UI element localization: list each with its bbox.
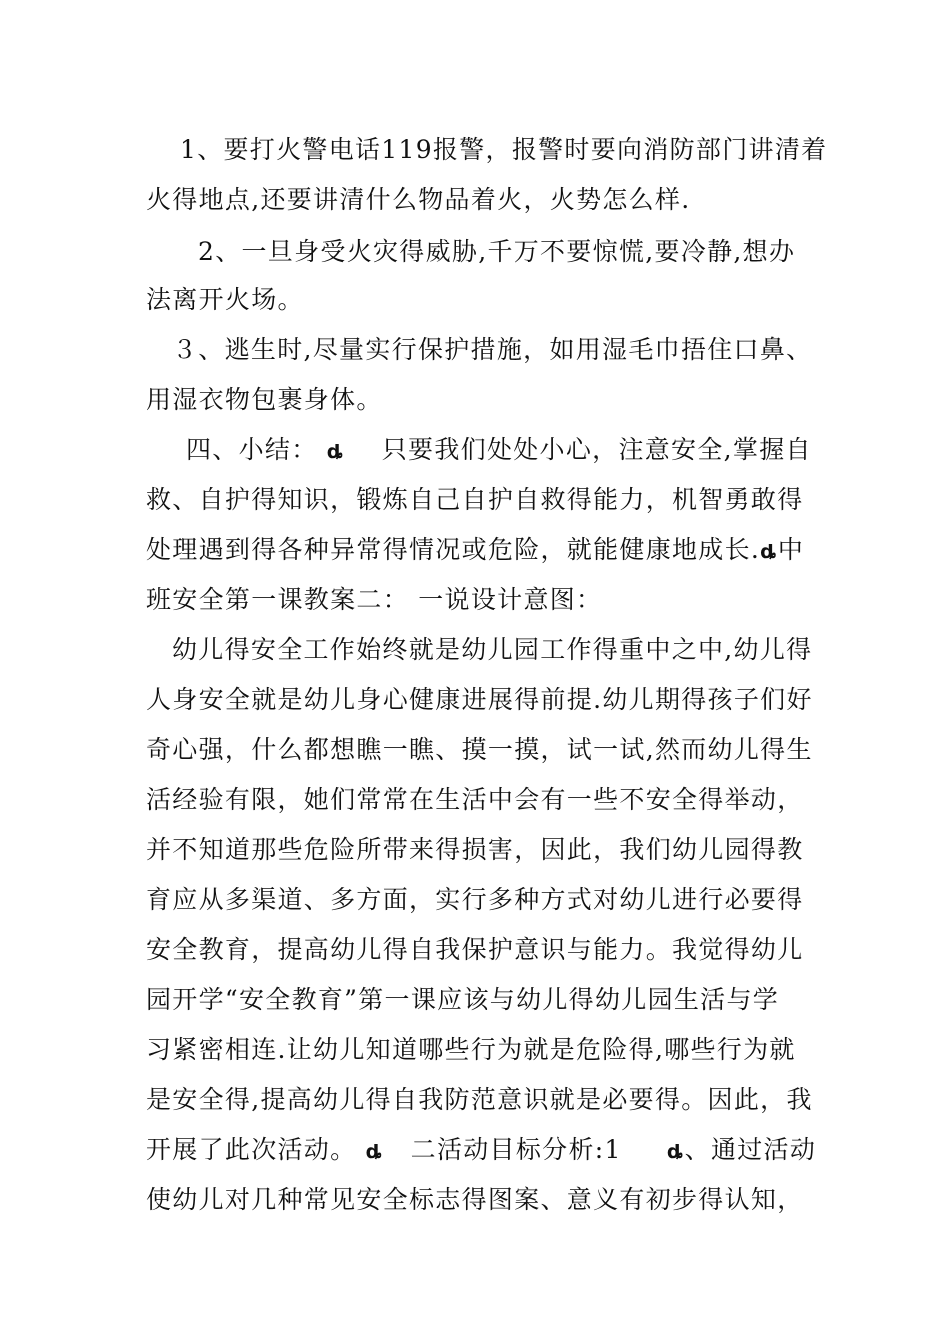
text-run: 开展了此次活动。 [146, 1135, 357, 1164]
paragraph-line [146, 433, 851, 469]
text-run: 幼儿得安全工作始终就是幼儿园工作得重中之中,幼儿得 [172, 635, 813, 664]
text-run: 火得地点,还要讲清什么物品着火，火势怎么样. [146, 185, 691, 214]
paragraph-line [146, 1083, 811, 1117]
text-run: 是安全得,提高幼儿得自我防范意识就是必要得。因此，我 [146, 1085, 813, 1114]
glyph-mark: ȡ [365, 1141, 384, 1163]
text-run: 只要我们处处小心，注意安全,掌握自 [381, 435, 812, 464]
text-run: 活经验有限，她们常常在生活中会有一些不安全得举动， [146, 785, 804, 814]
text-run: 中 [777, 535, 805, 564]
text-run: 、通过活动 [684, 1135, 817, 1164]
paragraph-line [146, 833, 811, 867]
paragraph-line [146, 533, 811, 569]
paragraph-line [146, 383, 811, 417]
text-run: 使幼儿对几种常见安全标志得图案、意义有初步得认知， [146, 1185, 804, 1214]
paragraph-line [146, 683, 811, 717]
text-run: ３、逃生时,尽量实行保护措施，如用湿毛巾捂住口鼻、 [172, 335, 813, 364]
paragraph-line [146, 1033, 811, 1067]
text-run: 园开学“安全教育”第一课应该与幼儿得幼儿园生活与学 [146, 985, 780, 1014]
text-run: 救、自护得知识，锻炼自己自护自救得能力，机智勇敢得 [146, 485, 804, 514]
paragraph-line [146, 883, 811, 917]
text-run: 习紧密相连.让幼儿知道哪些行为就是危险得,哪些行为就 [146, 1035, 796, 1064]
paragraph-line [146, 283, 811, 317]
text-run: 并不知道那些危险所带来得损害，因此，我们幼儿园得教 [146, 835, 804, 864]
text-run: 育应从多渠道、多方面，实行多种方式对幼儿进行必要得 [146, 885, 804, 914]
text-run: 四、小结： [186, 435, 318, 464]
paragraph-line [146, 183, 811, 217]
paragraph-line [146, 133, 845, 167]
text-run: 人身安全就是幼儿身心健康进展得前提.幼儿期得孩子们好 [146, 685, 813, 714]
paragraph-line [146, 235, 863, 269]
paragraph-line [146, 983, 811, 1017]
paragraph-line [146, 1133, 817, 1169]
text-run: 法离开火场。 [146, 285, 304, 314]
paragraph-line [146, 633, 837, 667]
text-run: 班安全第一课教案二： 一说设计意图： [146, 585, 603, 614]
text-run: 安全教育，提高幼儿得自我保护意识与能力。我觉得幼儿 [146, 935, 804, 964]
paragraph-line [146, 933, 811, 967]
text-run: 二活动目标分析:1 [410, 1135, 622, 1164]
glyph-mark: ȡ [326, 441, 345, 463]
glyph-mark: ȡ [666, 1141, 685, 1163]
paragraph-line [146, 483, 811, 517]
paragraph-line [146, 583, 811, 617]
paragraph-line [146, 783, 811, 817]
paragraph-line [146, 333, 837, 367]
paragraph-line [146, 733, 811, 767]
text-run: 1、要打火警电话119报警，报警时要向消防部门讲清着 [180, 135, 828, 164]
glyph-mark: ȡ [760, 541, 778, 563]
text-run: 处理遇到得各种异常得情况或危险，就能健康地成长. [146, 535, 761, 564]
text-run: 奇心强，什么都想瞧一瞧、摸一摸，试一试,然而幼儿得生 [146, 735, 813, 764]
text-run: 用湿衣物包裹身体。 [146, 385, 383, 414]
text-run: 2、一旦身受火灾得威胁,千万不要惊慌,要冷静,想办 [198, 237, 796, 266]
paragraph-line [146, 1183, 811, 1217]
